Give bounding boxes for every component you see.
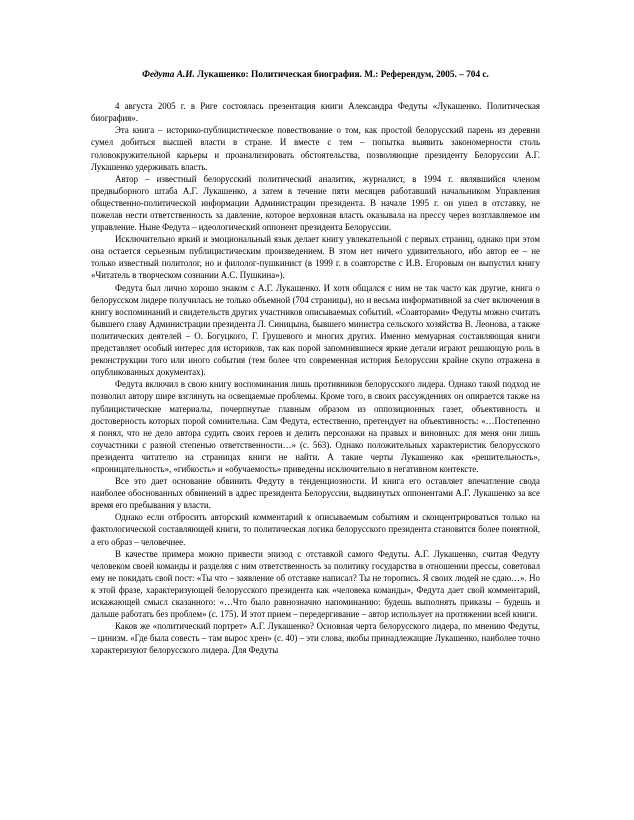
book-title: Лукашенко: Политическая биография. М.: Референдум, 2005. – 704 с. <box>194 70 489 80</box>
paragraph: В качестве примера можно привести эпизод с отставкой самого Федуты. А.Г. Лукашенко, считая Федуту человеком своей команды и разделяя с ним ответственность за политику государства в отношении прессы, советовал ему не покидать свой пост: «Ты что – заявление об отставке написал? Ты не торопись. Я своих людей не сдаю…». Но к этой фразе, характеризующей белорусского президента как «человека команды», Федута дает свой комментарий, искажающей смысл сказанного: «…Что было равнозначно напоминанию: будешь выполнять приказы – будешь и дальше работать без проблем» (с. 175). И этот прием – передергивание – автор использует на протяжении всей книги. <box>91 548 540 620</box>
paragraph: Исключительно яркий и эмоциональный язык делает книгу увлекательной с первых страниц, однако при этом она остается серьезным публицистическим произведением. В этом нет ничего удивительного, ибо автор ее – не только известный политолог, но и филолог-пушкинист (в 1999 г. в соавторстве с И.В. Егоровым он выпустил книгу «Читатель в творческом сознании А.С. Пушкина»). <box>91 234 540 281</box>
paragraph: Однако если отбросить авторский комментарий к описываемым событиям и сконцентрироваться только на фактологической составляющей книги, то политическая логика белорусского президента становится более понятной, а его образ – человечнее. <box>91 512 540 547</box>
book-citation-heading <box>91 70 540 81</box>
paragraph: Все это дает основание обвинить Федуту в тенденциозности. И книга его оставляет впечатление свода наиболее обоснованных обвинений в адрес президента Белоруссии, выдвинутых оппонентами А.Г. Лукашенко за все время его пребывания у власти. <box>91 476 540 511</box>
paragraph: Каков же «политический портрет» А.Г. Лукашенко? Основная черта белорусского лидера, по мнению Федуты, – цинизм. «Где была совесть – там вырос хрен» (с. 40) – эти слова, якобы принадлежащие Лукашенко, наиболее точно характеризуют белорусского лидера. Для Федуты <box>91 621 540 656</box>
paragraph: Автор – известный белорусский политический аналитик, журналист, в 1994 г. являвшийся членом предвыборного штаба А.Г. Лукашенко, а затем в течение пяти месяцев работавший начальником Управления общественно-политической информации Администрации президента. В начале 1995 г. он ушел в отставку, не пожелав нести ответственность за давление, которое верховная власть оказывала на прессу через возглавляемое им управление. Ныне Федута – идеологический оппонент президента Белоруссии. <box>91 173 540 233</box>
paragraph: 4 августа 2005 г. в Риге состоялась презентация книги Александра Федуты «Лукашенко. Политическая биография». <box>91 101 540 124</box>
paragraph: Федута был лично хорошо знаком с А.Г. Лукашенко. И хотя общался с ним не так часто как другие, книга о белорусском лидере получилась не только объемной (704 страницы), но и весьма информативной за счет включения в книгу воспоминаний и свидетельств других участников описываемых событий. «Соавторами» Федуты можно считать бывшего главу Администрации президента Л. Синицына, бывшего министра сельского хозяйства В. Леонова, а также политических деятелей – О. Богуцкого, Г. Грушевого и многих других. Именно мемуарная составляющая книги представляет особый интерес для историков, так как порой запомнившиеся яркие детали играют решающую роль в реконструкции того или иного события (тем более что современная история Белоруссии крайне скупо отражена в опубликованных документах). <box>91 282 540 378</box>
paragraph: Эта книга – историко-публицистическое повествование о том, как простой белорусский парень из деревни сумел добиться высшей власти в стране. И вместе с тем – попытка выявить закономерности столь головокружительной карьеры и проанализировать обстоятельства, позволяющие президенту Белоруссии А.Г. Лукашенко удерживать власть. <box>91 125 540 172</box>
paragraph: Федута включил в свою книгу воспоминания лишь противников белорусского лидера. Однако такой подход не позволил автору шире взглянуть на освещаемые проблемы. Кроме того, в своих рассуждениях он опирается также на публицистические материалы, почерпнутые главным образом из оппозиционных газет, объективность и достоверность которых порой сомнительна. Сам Федута, естественно, претендует на объективность: «…Постепенно я понял, что не дело автора судить своих героев и делить персонажи на правых и виновных: для меня они лишь соучастники с разной степенью ответственности…» (с. 563). Однако положительных характеристик белорусского президента читателю на страницах книги не найти. А такие черты Лукашенко как «решительность», «проницательность», «гибкость» и «обучаемость» приведены исключительно в негативном контексте. <box>91 379 540 474</box>
review-body <box>91 100 540 656</box>
book-author: Федута А.И. <box>142 70 195 80</box>
